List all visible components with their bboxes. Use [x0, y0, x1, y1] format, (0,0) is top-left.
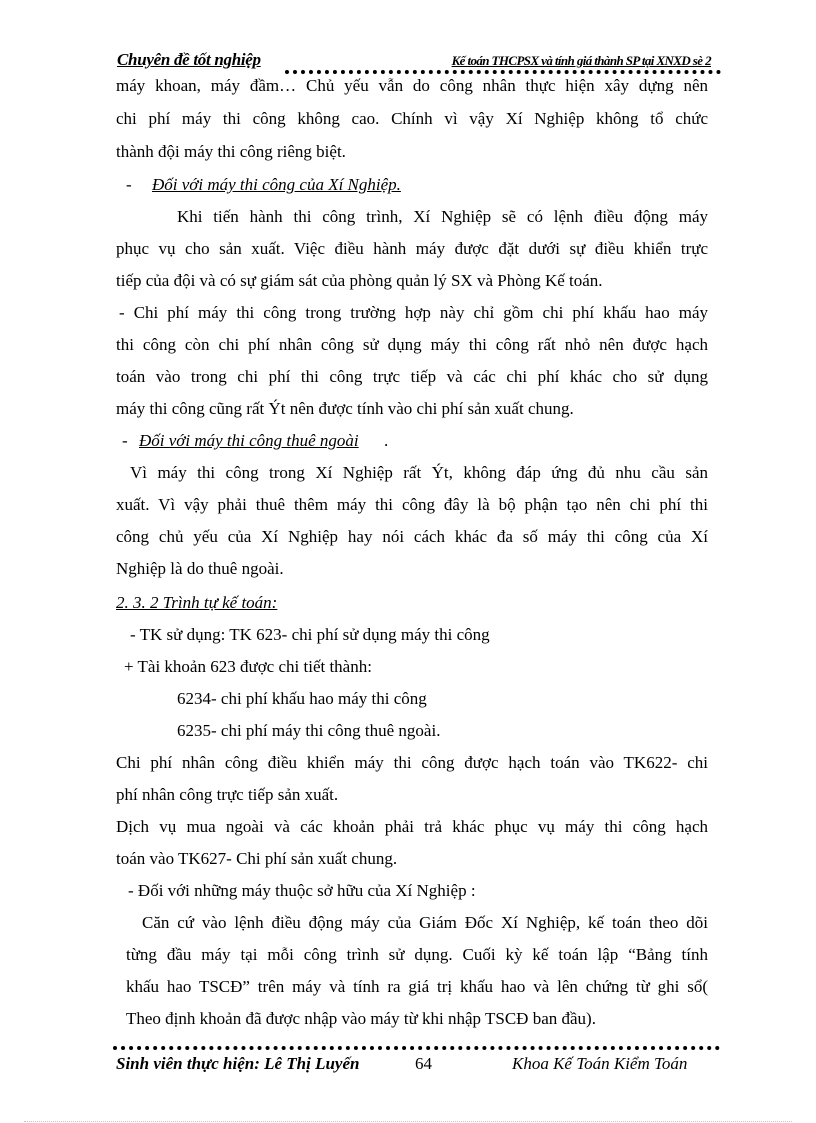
paragraph-line: - Chi phí máy thi công trong trường hợp này chỉ gồm chi phí khấu hao máy [119, 303, 708, 322]
paragraph-line: từng đầu máy tại mỗi công trình sử dụng. Cuối kỳ kế toán lập “Bảng tính [126, 945, 708, 964]
footer-student: Sinh viên thực hiện: Lê Thị Luyến [116, 1054, 360, 1073]
paragraph-line: toán vào trong chi phí thi công trực tiếp và các chi phí khác cho sử dụng [116, 367, 708, 386]
paragraph-line: Dịch vụ mua ngoài và các khoản phải trả khác phục vụ máy thi công hạch [116, 817, 708, 836]
paragraph-line: công chủ yếu của Xí Nghiệp hay nói cách khác đa số máy thi công của Xí [116, 527, 708, 546]
paragraph-line: chi phí máy thi công không cao. Chính vì vậy Xí Nghiệp không tổ chức [116, 109, 708, 128]
subheading-rented-machines: Đối với máy thi công thuê ngoài [139, 431, 359, 450]
paragraph-line: tiếp của đội và có sự giám sát của phòng quản lý SX và Phòng Kế toán. [116, 271, 603, 290]
paragraph-line: Căn cứ vào lệnh điều động máy của Giám Đốc Xí Nghiệp, kế toán theo dõi [142, 913, 708, 932]
footer-faculty: Khoa Kế Toán Kiểm Toán [512, 1054, 688, 1073]
footer-divider [113, 1046, 720, 1054]
list-item: 6234- chi phí khấu hao máy thi công [177, 689, 427, 708]
paragraph-line: thành đội máy thi công riêng biệt. [116, 142, 346, 161]
paragraph-line: thi công còn chi phí nhân công sử dụng máy thi công rất nhỏ nên được hạch [116, 335, 708, 354]
paragraph-line: khấu hao TSCĐ” trên máy và tính ra giá trị khấu hao và lên chứng từ ghi sổ( [126, 977, 708, 996]
paragraph-line: máy khoan, máy đầm… Chủ yếu vẫn do công nhân thực hiện xây dựng nên [116, 76, 708, 95]
list-item: - TK sử dụng: TK 623- chi phí sử dụng máy thi công [130, 625, 490, 644]
bullet-dash: - [122, 431, 128, 450]
section-heading: 2. 3. 2 Trình tự kế toán: [116, 593, 278, 612]
paragraph-line: Khi tiến hành thi công trình, Xí Nghiệp sẽ có lệnh điều động máy [177, 207, 708, 226]
header-subtitle: Kế toán THCPSX và tính giá thành SP tại XNXD sè 2 [448, 53, 711, 69]
list-item: - Đối với những máy thuộc sở hữu của Xí Nghiệp : [128, 881, 476, 900]
page-header [115, 50, 721, 72]
list-item: + Tài khoản 623 được chi tiết thành: [124, 657, 372, 676]
header-title: Chuyên đề tốt nghiệp [117, 50, 261, 69]
subheading-own-machines: Đối với máy thi công của Xí Nghiệp. [152, 175, 401, 194]
list-item: 6235- chi phí máy thi công thuê ngoài. [177, 721, 441, 740]
paragraph-line: phục vụ cho sản xuất. Việc điều hành máy được đặt dưới sự điều khiển trực [116, 239, 708, 258]
paragraph-line: toán vào TK627- Chi phí sản xuất chung. [116, 849, 398, 868]
paragraph-line: Theo định khoản đã được nhập vào máy từ khi nhập TSCĐ ban đầu). [126, 1009, 596, 1028]
paragraph-line: Nghiệp là do thuê ngoài. [116, 559, 284, 578]
paragraph-line: xuất. Vì vậy phải thuê thêm máy thi công đây là bộ phận tạo nên chi phí thi [116, 495, 708, 514]
paragraph-line: phí nhân công trực tiếp sản xuất. [116, 785, 339, 804]
paragraph-line: máy thi công cũng rất Ýt nên được tính vào chi phí sản xuất chung. [116, 399, 574, 418]
bullet-dash: - [126, 175, 132, 194]
paragraph-line: Vì máy thi công trong Xí Nghiệp rất Ýt, không đáp ứng đủ nhu cầu sản [130, 463, 708, 482]
page-edge-rule [24, 1121, 792, 1122]
paragraph-line: Chi phí nhân công điều khiển máy thi công được hạch toán vào TK622- chi [116, 753, 708, 772]
page-number: 64 [415, 1054, 432, 1073]
subheading-period: . [384, 431, 389, 450]
